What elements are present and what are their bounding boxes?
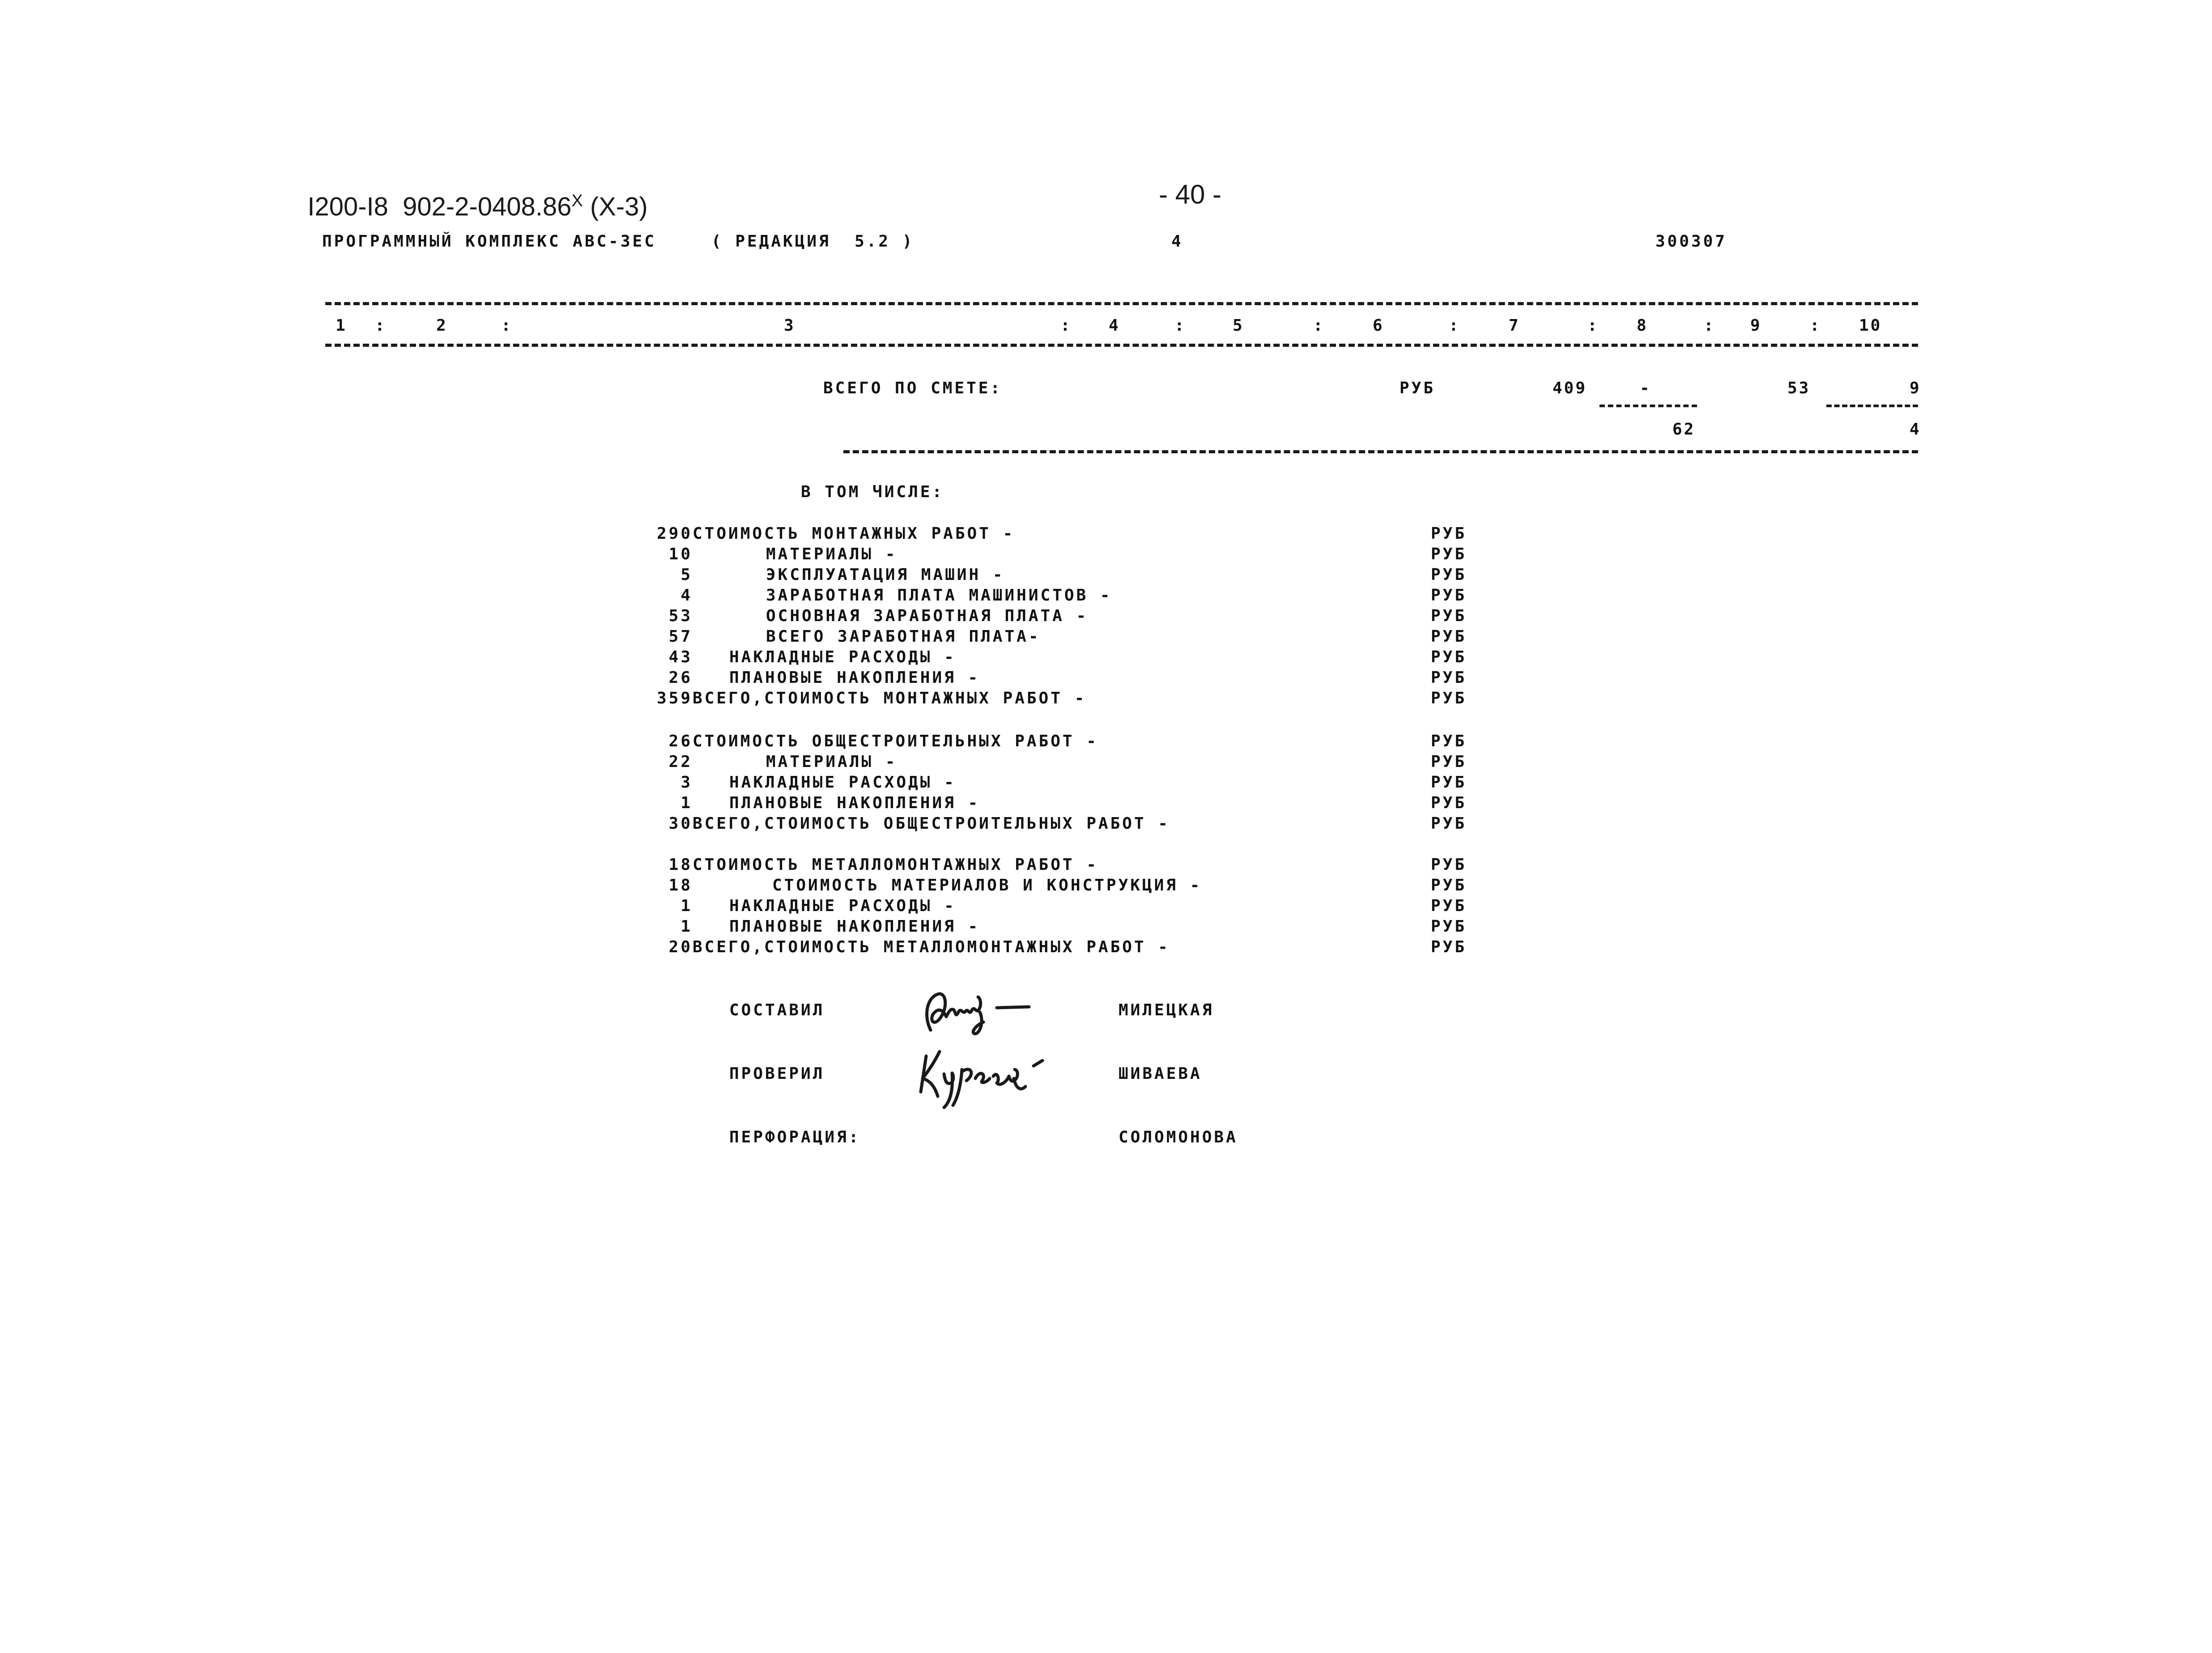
total-unit: РУБ bbox=[1400, 379, 1436, 397]
column-separator: : bbox=[501, 316, 513, 335]
total-col10-sub: 4 bbox=[1910, 420, 1921, 439]
document-code-superscript: X bbox=[571, 192, 583, 210]
row-value: 57 bbox=[668, 627, 693, 646]
row-value: 53 bbox=[668, 607, 693, 625]
column-number-10: 10 bbox=[1859, 316, 1882, 335]
handwritten-signature-image bbox=[913, 981, 1056, 1039]
row-label: СТОИМОСТЬ МОНТАЖНЫХ РАБОТ - bbox=[693, 524, 1015, 543]
total-col9: 53 bbox=[1787, 379, 1811, 397]
signature-compiled bbox=[913, 981, 1056, 1039]
row-value: 1 bbox=[681, 794, 693, 812]
row-label: ВСЕГО,СТОИМОСТЬ МЕТАЛЛОМОНТАЖНЫХ РАБОТ - bbox=[693, 938, 1170, 956]
row-value: 290 bbox=[656, 524, 693, 543]
row-value: 26 bbox=[668, 669, 693, 687]
signoff-name-compiled: МИЛЕЦКАЯ bbox=[1119, 1001, 1214, 1019]
column-number-3: 3 bbox=[784, 316, 795, 335]
row-value: 26 bbox=[668, 732, 693, 750]
signoff-name-perforation: СОЛОМОНОВА bbox=[1119, 1128, 1238, 1146]
total-label: ВСЕГО ПО СМЕТЕ: bbox=[823, 379, 1003, 397]
column-separator: : bbox=[1449, 316, 1460, 335]
row-unit: РУБ bbox=[1431, 627, 1467, 646]
signoff-name-checked: ШИВАЕВА bbox=[1119, 1065, 1202, 1083]
column-number-1: 1 bbox=[336, 316, 347, 335]
row-value: 20 bbox=[668, 938, 693, 956]
subtotal-rule-col10 bbox=[1826, 405, 1918, 407]
row-unit: РУБ bbox=[1431, 753, 1467, 771]
row-label: ВСЕГО,СТОИМОСТЬ МОНТАЖНЫХ РАБОТ - bbox=[693, 689, 1087, 707]
row-unit: РУБ bbox=[1431, 586, 1467, 605]
column-number-5: 5 bbox=[1233, 316, 1244, 335]
row-unit: РУБ bbox=[1431, 566, 1467, 584]
row-label: ПЛАНОВЫЕ НАКОПЛЕНИЯ - bbox=[729, 669, 980, 687]
row-label: СТОИМОСТЬ МЕТАЛЛОМОНТАЖНЫХ РАБОТ - bbox=[693, 856, 1098, 874]
document-code bbox=[293, 166, 648, 220]
program-edition: ( РЕДАКЦИЯ 5.2 ) bbox=[711, 232, 915, 251]
row-unit: РУБ bbox=[1431, 897, 1467, 915]
row-value: 1 bbox=[681, 897, 693, 915]
row-value: 30 bbox=[668, 814, 693, 833]
row-label: НАКЛАДНЫЕ РАСХОДЫ - bbox=[729, 897, 956, 915]
page-number: - 40 - bbox=[1159, 179, 1222, 209]
total-col7: 409 bbox=[1553, 379, 1587, 397]
column-number-2: 2 bbox=[436, 316, 448, 335]
row-unit: РУБ bbox=[1431, 938, 1467, 956]
signoff-role-compiled: СОСТАВИЛ bbox=[729, 1001, 825, 1019]
column-number-8: 8 bbox=[1637, 316, 1648, 335]
row-value: 4 bbox=[681, 586, 693, 605]
row-value: 18 bbox=[668, 856, 693, 874]
row-label: ВСЕГО,СТОИМОСТЬ ОБЩЕСТРОИТЕЛЬНЫХ РАБОТ - bbox=[693, 814, 1170, 833]
row-unit: РУБ bbox=[1431, 545, 1467, 563]
row-unit: РУБ bbox=[1431, 917, 1467, 936]
row-value: 22 bbox=[668, 753, 693, 771]
column-header-row bbox=[0, 318, 2212, 336]
row-label: ЭКСПЛУАТАЦИЯ МАШИН - bbox=[766, 566, 1005, 584]
row-unit: РУБ bbox=[1431, 648, 1467, 666]
row-unit: РУБ bbox=[1431, 607, 1467, 625]
row-value: 18 bbox=[668, 876, 693, 895]
total-col9-sub: 62 bbox=[1672, 420, 1696, 439]
row-label: МАТЕРИАЛЫ - bbox=[766, 545, 898, 563]
row-value: 3 bbox=[681, 773, 693, 792]
row-value: 43 bbox=[668, 648, 693, 666]
row-label: НАКЛАДНЫЕ РАСХОДЫ - bbox=[729, 648, 956, 666]
total-bottom-rule bbox=[843, 450, 1918, 453]
subtotal-rule-col8 bbox=[1599, 405, 1697, 407]
column-number-4: 4 bbox=[1109, 316, 1120, 335]
table-header-rule bbox=[325, 344, 1918, 347]
handwritten-signature-image bbox=[908, 1038, 1060, 1114]
row-label: СТОИМОСТЬ ОБЩЕСТРОИТЕЛЬНЫХ РАБОТ - bbox=[693, 732, 1098, 750]
row-unit: РУБ bbox=[1431, 814, 1467, 833]
row-label: СТОИМОСТЬ МАТЕРИАЛОВ И КОНСТРУКЦИЯ - bbox=[772, 876, 1202, 895]
signoff-role-perforation: ПЕРФОРАЦИЯ: bbox=[729, 1128, 861, 1146]
column-number-9: 9 bbox=[1750, 316, 1762, 335]
row-value: 359 bbox=[656, 689, 693, 707]
row-unit: РУБ bbox=[1431, 856, 1467, 874]
row-value: 5 bbox=[681, 566, 693, 584]
row-label: ОСНОВНАЯ ЗАРАБОТНАЯ ПЛАТА - bbox=[766, 607, 1089, 625]
document-code-suffix: (X-3) bbox=[583, 192, 648, 222]
row-unit: РУБ bbox=[1431, 732, 1467, 750]
signature-checked bbox=[908, 1038, 1060, 1114]
column-separator: : bbox=[1587, 316, 1599, 335]
row-label: ВСЕГО ЗАРАБОТНАЯ ПЛАТА- bbox=[766, 627, 1041, 646]
signoff-role-checked: ПРОВЕРИЛ bbox=[729, 1065, 825, 1083]
table-top-rule bbox=[325, 302, 1918, 305]
total-col8: - bbox=[1640, 379, 1651, 397]
row-unit: РУБ bbox=[1431, 773, 1467, 792]
row-unit: РУБ bbox=[1431, 794, 1467, 812]
row-label: НАКЛАДНЫЕ РАСХОДЫ - bbox=[729, 773, 956, 792]
column-separator: : bbox=[1704, 316, 1715, 335]
program-name: ПРОГРАММНЫЙ КОМПЛЕКС АВС-ЗЕС bbox=[322, 232, 656, 251]
row-value: 1 bbox=[681, 917, 693, 936]
column-separator: : bbox=[1060, 316, 1072, 335]
row-label: ПЛАНОВЫЕ НАКОПЛЕНИЯ - bbox=[729, 794, 980, 812]
row-label: ПЛАНОВЫЕ НАКОПЛЕНИЯ - bbox=[729, 917, 980, 936]
document-number: 300307 bbox=[1655, 232, 1727, 251]
column-separator: : bbox=[1810, 316, 1821, 335]
document-code-main: I200-I8 902-2-0408.86 bbox=[307, 192, 572, 222]
row-unit: РУБ bbox=[1431, 524, 1467, 543]
row-unit: РУБ bbox=[1431, 876, 1467, 895]
row-value: 10 bbox=[668, 545, 693, 563]
including-heading: В ТОМ ЧИСЛЕ: bbox=[801, 483, 944, 501]
row-label: МАТЕРИАЛЫ - bbox=[766, 753, 898, 771]
column-number-6: 6 bbox=[1373, 316, 1384, 335]
row-unit: РУБ bbox=[1431, 669, 1467, 687]
row-label: ЗАРАБОТНАЯ ПЛАТА МАШИНИСТОВ - bbox=[766, 586, 1112, 605]
column-number-7: 7 bbox=[1509, 316, 1520, 335]
total-col10: 9 bbox=[1910, 379, 1921, 397]
sheet-number: 4 bbox=[1171, 232, 1183, 251]
column-separator: : bbox=[1174, 316, 1186, 335]
row-unit: РУБ bbox=[1431, 689, 1467, 707]
column-separator: : bbox=[375, 316, 387, 335]
column-separator: : bbox=[1313, 316, 1325, 335]
